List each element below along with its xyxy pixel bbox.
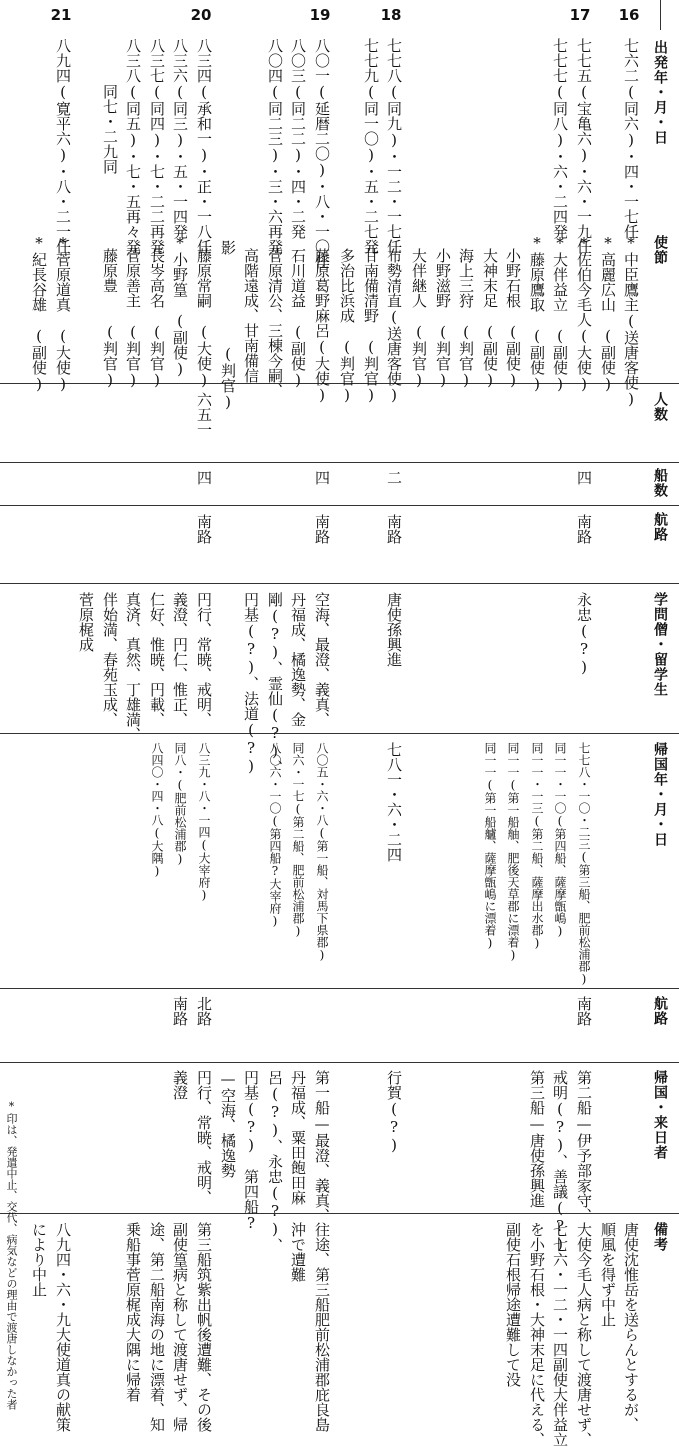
envoy-cell: 高階遠成、甘南備信 [242, 248, 260, 383]
departure-cell: 八三七(同四)・七・二二再発 [148, 38, 166, 254]
notes-cell: 往途、第三船肥前松浦郡庇良島 [313, 1222, 331, 1432]
mission-number: 19 [309, 6, 331, 24]
notes-cell: 大使今毛人病と称して渡唐せず、 [575, 1222, 593, 1447]
envoy-cell: 布勢清直(送唐客使) [385, 248, 403, 404]
envoy-cell: *紀長谷雄 (副使) [30, 234, 48, 393]
students-cell: 伴始満、春苑玉成、 [101, 592, 119, 727]
route-cell: 南路 [575, 514, 593, 544]
header-return-date: 帰国年・月・日 [652, 742, 668, 847]
mission-number: 20 [190, 6, 212, 24]
return-route-cell: 南路 [575, 996, 593, 1026]
returnees-cell: 第二船—伊予部家守、 [575, 1070, 593, 1223]
route-cell: 南路 [385, 514, 403, 544]
envoy-cell: *中臣鷹主(送唐客使) [622, 234, 640, 408]
envoy-cell: 小野滋野 (判官) [434, 248, 452, 389]
departure-cell: 七七九(同一〇)・五・二七発 [362, 38, 380, 254]
return-date-cell: 同一一・一〇(第四船、薩摩甑嶋) [553, 742, 567, 938]
students-cell: 剛(?)、霊仙(?)、 [266, 592, 284, 775]
route-cell: 南路 [195, 514, 213, 544]
notes-cell: 副使石根帰途遭難して没 [504, 1222, 522, 1387]
returnees-cell: 第一船—最澄、義真、 [313, 1070, 331, 1223]
header-notes: 備考 [652, 1222, 668, 1252]
notes-cell: により中止 [30, 1222, 48, 1297]
returnees-cell: 行賀(?) [385, 1070, 403, 1154]
column-divider [660, 0, 661, 30]
envoy-cell: 石川道益 (副使) [289, 248, 307, 389]
return-route-cell: 北路 [195, 996, 213, 1026]
returnees-cell: 第三船—唐使孫興進 [528, 1070, 546, 1208]
envoy-cell: 菅原善主 (判官) [124, 248, 142, 389]
departure-cell: 八三八(同五)・七・五再々発 [124, 38, 142, 254]
notes-cell: 沖で遭難 [289, 1222, 307, 1282]
ships-cell: 二 [385, 470, 403, 485]
envoy-cell: 藤原葛野麻呂(大使) [313, 248, 331, 404]
return-date-cell: 七八一・六・二四 [385, 742, 403, 862]
mission-number: 17 [569, 6, 591, 24]
header-return-route: 航路 [652, 996, 668, 1026]
departure-cell: 八三四(承和一)・正・一八任 [195, 38, 213, 254]
header-envoy: 使節 [652, 235, 668, 265]
return-route-cell: 南路 [171, 996, 189, 1026]
return-date-cell: 八四〇・四・八(大隅) [150, 742, 164, 878]
return-date-cell: 同一一・一三(第二船、薩摩出水郡) [530, 742, 544, 950]
row-divider [0, 1062, 679, 1063]
envoy-cell: 甘南備清野 (判官) [362, 248, 380, 404]
envoy-cell: 藤原豊 (判官) [101, 248, 119, 389]
departure-cell: 八九四(寛平六)・八・二一任 [54, 38, 72, 254]
notes-cell: 第三船筑紫出帆後遭難、その後 [195, 1222, 213, 1432]
header-ships: 船数 [652, 468, 668, 498]
departure-cell: 七六二(同六)・四・一七任 [622, 38, 640, 239]
return-date-cell: 八〇五・六・八(第一船、対馬下県郡) [315, 742, 329, 962]
return-date-cell: 八〇六・一〇(第四船?大宰府) [268, 742, 282, 928]
returnees-cell: 円行、常暁、戒明、 [195, 1070, 213, 1205]
count-cell: 六五一 [195, 392, 213, 437]
envoy-cell: *大伴益立 (副使) [551, 234, 569, 393]
notes-cell: 途、第二船南海の地に漂着、知 [148, 1222, 166, 1432]
returnees-cell: 戒明(?)、善議(?) [551, 1070, 569, 1253]
envoy-cell: *高麗広山 (副使) [599, 234, 617, 393]
students-cell: 仁好、惟暁、円載、 [148, 592, 166, 727]
header-students: 学問僧・留学生 [652, 592, 668, 697]
return-date-cell: 八三九・八・一四(大宰府) [197, 742, 211, 902]
departure-cell: 八〇四(同二三)・三・六再発 [266, 38, 284, 254]
mission-number: 16 [618, 6, 640, 24]
return-date-cell: 同一一(第一船舳、肥後天草郡に漂着) [506, 742, 520, 962]
students-cell: 義澄、円仁、惟正、 [171, 592, 189, 727]
envoy-cell: 影 (判官) [219, 240, 237, 411]
students-cell: 唐使孫興進 [385, 592, 403, 667]
returnees-cell: 義澄 [171, 1070, 189, 1100]
students-cell: 空海、最澄、義真、 [313, 592, 331, 727]
return-date-cell: 同一一(第一船艫、薩摩甑嶋に漂着) [483, 742, 497, 950]
envoy-cell: 大神末足 (副使) [481, 248, 499, 389]
mission-number: 21 [50, 6, 72, 24]
returnees-cell: 円基(?) 第四船? [242, 1070, 260, 1232]
header-route: 航路 [652, 512, 668, 542]
ships-cell: 四 [313, 470, 331, 485]
notes-cell: 八九四・六・九大使道真の献策 [54, 1222, 72, 1432]
departure-cell: 七七八(同九)・一二・一七任 [385, 38, 403, 254]
row-divider [0, 583, 679, 584]
returnees-cell: 呂(?)、永忠(?)、 [266, 1070, 284, 1253]
header-returnees: 帰国・来日者 [652, 1070, 668, 1160]
row-divider [0, 988, 679, 989]
envoy-cell: 長岑高名 (判官) [148, 248, 166, 389]
notes-cell: 順風を得ず中止 [599, 1222, 617, 1327]
departure-cell: 八〇三(同二二)・四・二発 [289, 38, 307, 239]
students-cell: 永忠(?) [575, 592, 593, 676]
departure-cell: 七七七(同八)・六・二四発 [551, 38, 569, 239]
departure-cell: 八三六(同三)・五・一四発 [171, 38, 189, 239]
notes-cell: 唐使沈惟岳を送らんとするが、 [622, 1222, 640, 1432]
notes-cell: を小野石根・大神末足に代える、 [528, 1222, 546, 1447]
envoy-cell: *佐伯今毛人(大使) [575, 234, 593, 393]
envoy-cell: *菅原道真 (大使) [54, 234, 72, 393]
envoy-cell: 菅原清公、三棟今嗣、 [266, 248, 284, 398]
header-count: 人数 [652, 392, 668, 422]
return-date-cell: 同八・(肥前松浦郡) [173, 742, 187, 866]
envoy-cell: 藤原常嗣 (大使) [195, 248, 213, 389]
return-date-cell: 同六・一七(第二船、肥前松浦郡) [291, 742, 305, 938]
notes-cell: 七七六・一二・一四副使大伴益立 [551, 1222, 569, 1447]
mission-number: 18 [380, 6, 402, 24]
students-cell: 真済、真然、丁雄満、 [124, 592, 142, 742]
return-date-cell: 七七八・一〇・二三(第三船、肥前松浦郡) [577, 742, 591, 986]
returnees-cell: 丹福成、粟田飽田麻 [289, 1070, 307, 1205]
students-cell: 丹福成、橘逸勢、金 [289, 592, 307, 727]
ships-cell: 四 [575, 470, 593, 485]
notes-cell: 副使篁病と称して渡唐せず、帰 [171, 1222, 189, 1432]
students-cell: 円基(?)、法道(?) [242, 592, 260, 775]
envoy-cell: 海上三狩 (判官) [457, 248, 475, 389]
envoy-cell: *藤原鷹取 (副使) [528, 234, 546, 393]
departure-cell: 八〇一(延暦二〇)・八・一〇任 [313, 38, 331, 269]
row-divider [0, 505, 679, 506]
envoy-cell: 小野石根 (副使) [504, 248, 522, 389]
footnote: *印は、発遣中止、交代、病気などの理由で渡唐しなかった者 [5, 1100, 18, 1410]
returnees-cell: —空海、橘逸勢 [219, 1070, 237, 1178]
row-divider [0, 733, 679, 734]
notes-cell: 乗船事菅原梶成大隅に帰着 [124, 1222, 142, 1402]
envoy-cell: 多治比浜成 (判官) [338, 248, 356, 404]
envoy-cell: *小野篁 (副使) [171, 234, 189, 378]
row-divider [0, 462, 679, 463]
ships-cell: 四 [195, 470, 213, 485]
students-cell: 円行、常暁、戒明、 [195, 592, 213, 727]
route-cell: 南路 [313, 514, 331, 544]
students-cell: 菅原梶成 [77, 592, 95, 652]
departure-cell: 七七五(宝亀六)・六・一九任 [575, 38, 593, 254]
header-departure: 出発年・月・日 [652, 40, 668, 145]
departure-cell: 同七・二九同 [101, 84, 119, 174]
envoy-cell: 大伴継人 (判官) [410, 248, 428, 389]
